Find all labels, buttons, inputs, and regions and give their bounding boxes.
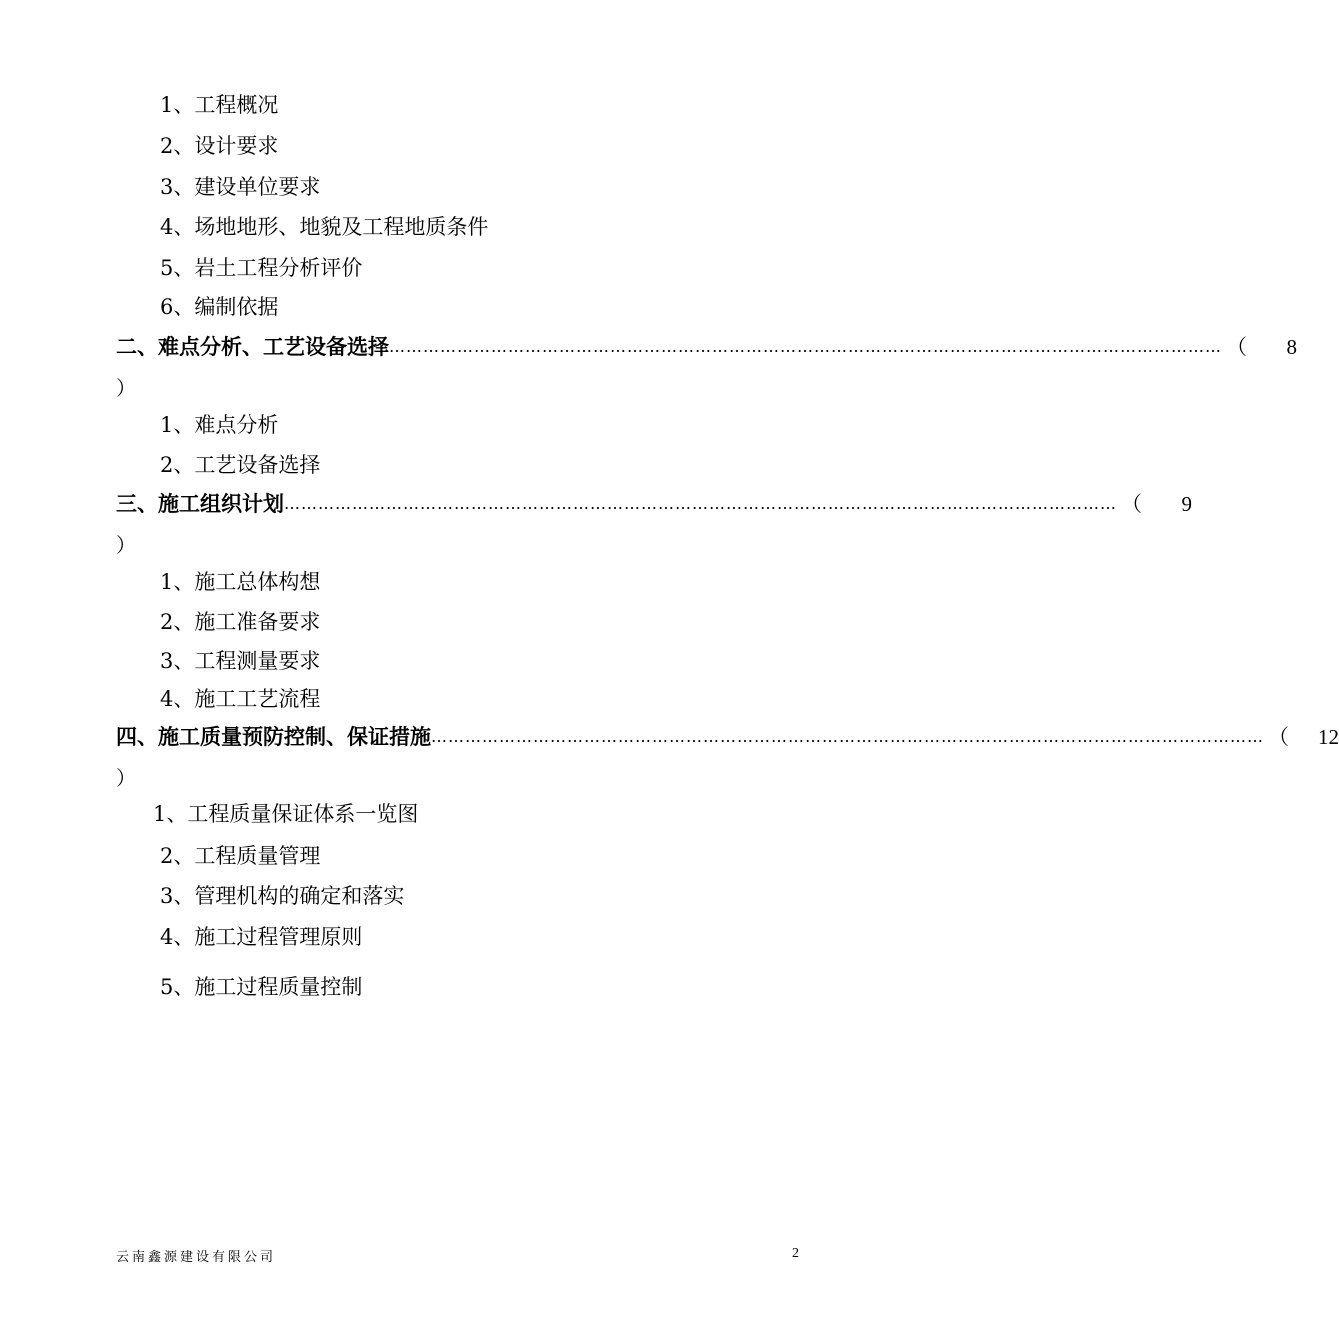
toc-item: 1、工程质量保证体系一览图: [153, 802, 419, 826]
leader-dots: …………………………………………………………………………………………………………………………………: [284, 494, 1117, 513]
toc-item: 3、工程测量要求: [160, 649, 321, 673]
toc-item: 1、难点分析: [160, 413, 279, 437]
toc-item: 3、建设单位要求: [160, 175, 321, 199]
open-paren: （: [1226, 335, 1247, 359]
toc-heading: [116, 333, 1297, 361]
toc-item: 1、施工总体构想: [160, 570, 321, 594]
footer-page-number: 2: [792, 1246, 799, 1261]
toc-item: 4、场地地形、地貌及工程地质条件: [160, 215, 489, 239]
open-paren: （: [1268, 725, 1289, 749]
toc-heading: [116, 490, 1192, 518]
toc-item: 2、施工准备要求: [160, 610, 321, 634]
toc-item: 2、工程质量管理: [160, 844, 321, 868]
close-paren: ）: [116, 533, 136, 557]
toc-heading-title: 四、施工质量预防控制、保证措施: [116, 725, 431, 749]
open-paren: （: [1121, 492, 1142, 516]
toc-heading-title: 二、难点分析、工艺设备选择: [116, 335, 389, 359]
leader-dots: …………………………………………………………………………………………………………………………………: [389, 337, 1222, 356]
close-paren: ）: [116, 766, 136, 790]
toc-item: 5、施工过程质量控制: [160, 975, 363, 999]
toc-item: 2、设计要求: [160, 134, 279, 158]
toc-item: 1、工程概况: [160, 93, 279, 117]
toc-item: 4、施工过程管理原则: [160, 925, 363, 949]
leader-dots: …………………………………………………………………………………………………………………………………: [431, 727, 1264, 746]
toc-item: 4、施工工艺流程: [160, 687, 321, 711]
toc-item: 2、工艺设备选择: [160, 453, 321, 477]
toc-item: 3、管理机构的确定和落实: [160, 884, 405, 908]
toc-item: 6、编制依据: [160, 295, 279, 319]
toc-page-number: 12: [1318, 725, 1339, 749]
close-paren: ）: [116, 376, 136, 400]
toc-item: 5、岩土工程分析评价: [160, 256, 363, 280]
toc-heading: [116, 723, 1339, 751]
toc-heading-title: 三、施工组织计划: [116, 492, 284, 516]
toc-page-number: 8: [1286, 335, 1297, 359]
footer-company: 云南鑫源建设有限公司: [116, 1250, 277, 1265]
toc-page-number: 9: [1181, 492, 1192, 516]
